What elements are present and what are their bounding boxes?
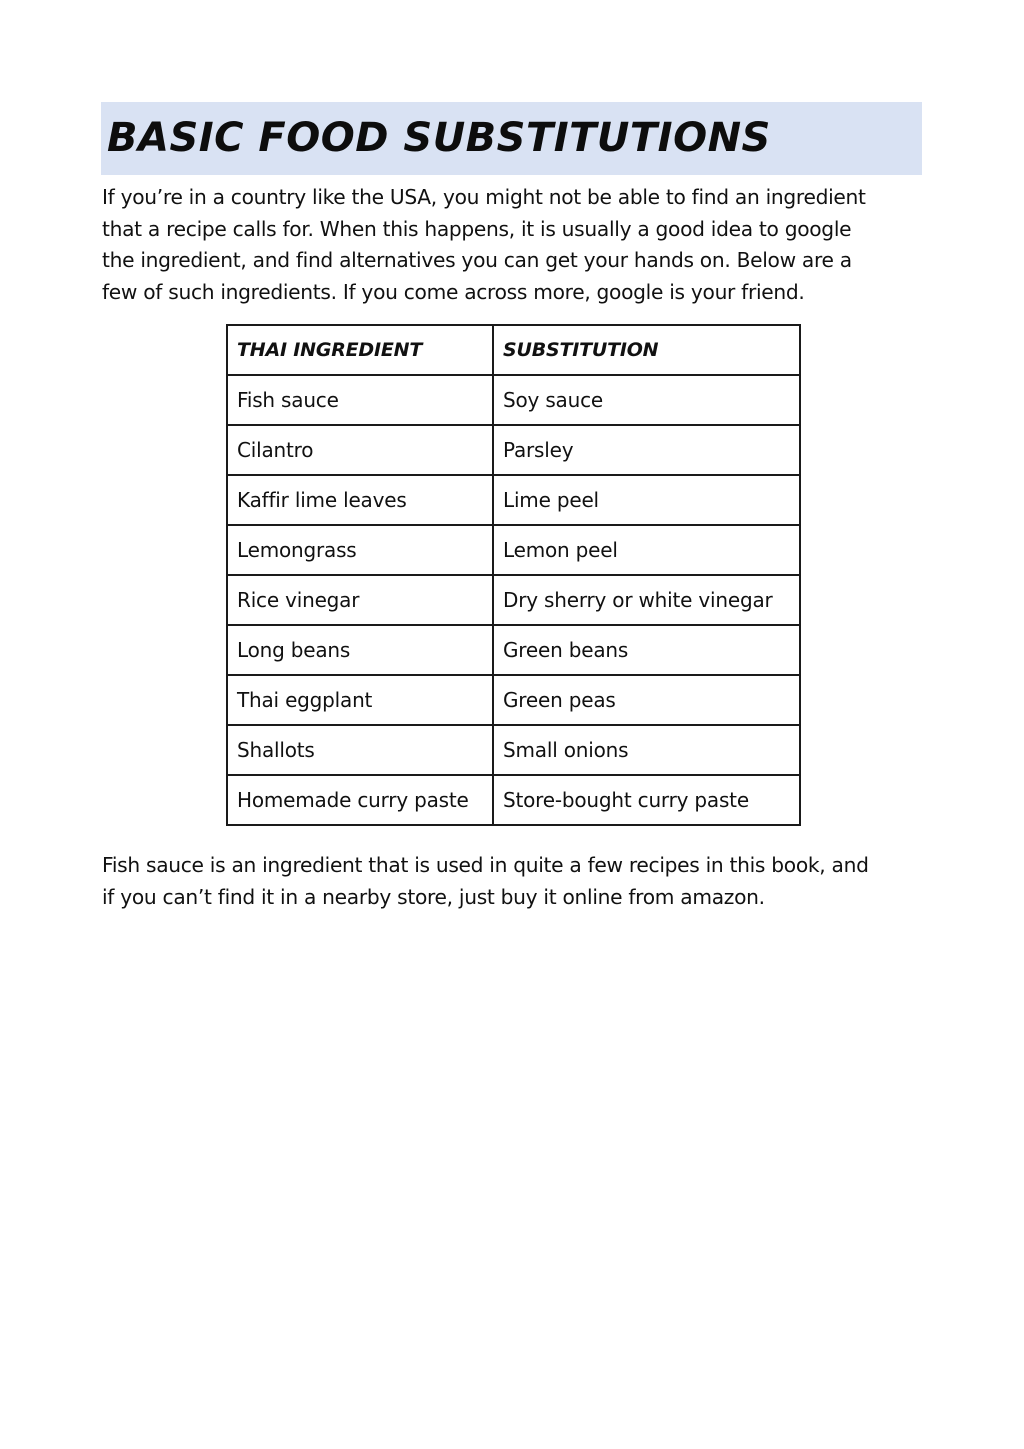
table-row bbox=[227, 525, 800, 575]
ingredient-cell: Rice vinegar bbox=[227, 575, 493, 625]
table-row bbox=[227, 725, 800, 775]
substitution-cell: Small onions bbox=[493, 725, 800, 775]
closing-paragraph bbox=[102, 850, 922, 913]
table-row bbox=[227, 475, 800, 525]
table-row bbox=[227, 425, 800, 475]
table-row bbox=[227, 625, 800, 675]
ingredient-cell: Shallots bbox=[227, 725, 493, 775]
intro-line: the ingredient, and find alternatives you can get your hands on. Below are a bbox=[102, 248, 852, 272]
page-title: BASIC FOOD SUBSTITUTIONS bbox=[107, 115, 771, 161]
substitution-cell: Lime peel bbox=[493, 475, 800, 525]
ingredient-cell: Homemade curry paste bbox=[227, 775, 493, 825]
column-header-thai-ingredient: THAI INGREDIENT bbox=[227, 325, 493, 375]
title-banner bbox=[101, 102, 922, 175]
table-row bbox=[227, 375, 800, 425]
substitution-cell: Green peas bbox=[493, 675, 800, 725]
closing-line: if you can’t find it in a nearby store, just buy it online from amazon. bbox=[102, 884, 765, 909]
substitution-cell: Green beans bbox=[493, 625, 800, 675]
table-row bbox=[227, 575, 800, 625]
substitution-cell: Parsley bbox=[493, 425, 800, 475]
ingredient-cell: Cilantro bbox=[227, 425, 493, 475]
column-header-substitution: SUBSTITUTION bbox=[493, 325, 800, 375]
ingredient-cell: Long beans bbox=[227, 625, 493, 675]
ingredient-cell: Lemongrass bbox=[227, 525, 493, 575]
ingredient-cell: Kaffir lime leaves bbox=[227, 475, 493, 525]
substitution-cell: Dry sherry or white vinegar bbox=[493, 575, 800, 625]
ingredient-cell: Fish sauce bbox=[227, 375, 493, 425]
substitution-cell: Store-bought curry paste bbox=[493, 775, 800, 825]
substitution-cell: Lemon peel bbox=[493, 525, 800, 575]
intro-line: few of such ingredients. If you come across more, google is your friend. bbox=[102, 279, 805, 304]
table-row bbox=[227, 775, 800, 825]
intro-line: If you’re in a country like the USA, you might not be able to find an ingredient bbox=[102, 185, 866, 209]
table-header-row bbox=[227, 325, 800, 375]
ingredient-cell: Thai eggplant bbox=[227, 675, 493, 725]
substitutions-table bbox=[226, 324, 801, 826]
intro-line: that a recipe calls for. When this happens, it is usually a good idea to google bbox=[102, 216, 852, 241]
substitution-cell: Soy sauce bbox=[493, 375, 800, 425]
closing-line: Fish sauce is an ingredient that is used in quite a few recipes in this book, and bbox=[102, 853, 869, 877]
table-row bbox=[227, 675, 800, 725]
intro-paragraph bbox=[102, 182, 922, 308]
